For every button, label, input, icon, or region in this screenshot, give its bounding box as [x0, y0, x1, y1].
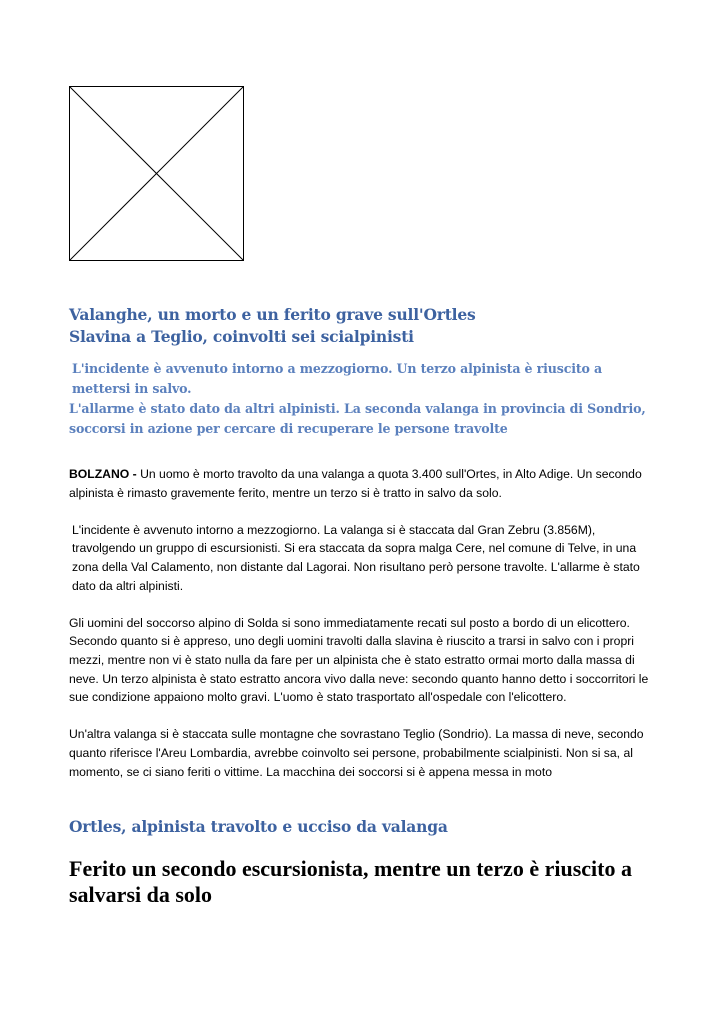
- headline-line-2: Slavina a Teglio, coinvolti sei scialpinisti: [69, 327, 414, 346]
- article-headline: [69, 304, 669, 348]
- headline-line-1: Valanghe, un morto e un ferito grave sull'Ortles: [69, 305, 476, 324]
- paragraph-1-text: Un uomo è morto travolto da una valanga a quota 3.400 sull'Ortes, in Alto Adige. Un secondo alpinista è rimasto gravemente ferito, mentre un terzo si è tratto in salvo da solo.: [69, 467, 642, 500]
- article-subtitle: [69, 359, 659, 439]
- article-body: [69, 465, 659, 800]
- body-paragraph-3: Gli uomini del soccorso alpino di Solda si sono immediatamente recati sul posto a bordo di un elicottero. Secondo quanto si è appreso, uno degli uomini travolti dalla slavina è riuscito a trarsi in salvo con i propri mezzi, mentre non vi è stato nulla da fare per un alpinista che è stato estratto ormai morto dalla massa di neve. Un terzo alpinista è stato estratto ancora vivo dalla neve: secondo quanto hanno detto i soccorritori le sue condizione appaiono molto gravi. L'uomo è stato trasportato all'ospedale con l'elicottero.: [69, 615, 649, 705]
- subtitle-sentence-1: L'incidente è avvenuto intorno a mezzogiorno. Un terzo alpinista è riuscito a mettersi in salvo.: [72, 361, 603, 396]
- body-paragraph-1: [69, 465, 659, 502]
- subtitle-sentence-2: L'allarme è stato dato da altri alpinisti. La seconda valanga in provincia di Sondrio, soccorsi in azione per cercare di recuperare le persone travolte: [69, 401, 646, 436]
- body-paragraph-2: L'incidente è avvenuto intorno a mezzogiorno. La valanga si è staccata dal Gran Zebru (3.856M), travolgendo un gruppo di escursionisti. Si era staccata da sopra malga Cere, nel comune di Telve, in una zona della Val Calamento, non distante dal Lagorai. Non risultano però persone travolte. L'allarme è stato dato da altri alpinisti.: [72, 522, 640, 593]
- large-heading: Ferito un secondo escursionista, mentre un terzo è riuscito a salvarsi da solo: [69, 856, 632, 907]
- body-paragraph-4: Un'altra valanga si è staccata sulle montagne che sovrastano Teglio (Sondrio). La massa di neve, secondo quanto riferisce l'Areu Lombardia, avrebbe coinvolto sei persone, probabilmente scialpinisti. Non si sa, al momento, se ci siano feriti o vittime. La macchina dei soccorsi si è appena messa in moto: [69, 727, 644, 779]
- dateline: BOLZANO -: [69, 467, 137, 481]
- broken-image-icon: [69, 86, 244, 261]
- section-heading: Ortles, alpinista travolto e ucciso da valanga: [69, 817, 448, 836]
- missing-image-placeholder: [69, 86, 244, 261]
